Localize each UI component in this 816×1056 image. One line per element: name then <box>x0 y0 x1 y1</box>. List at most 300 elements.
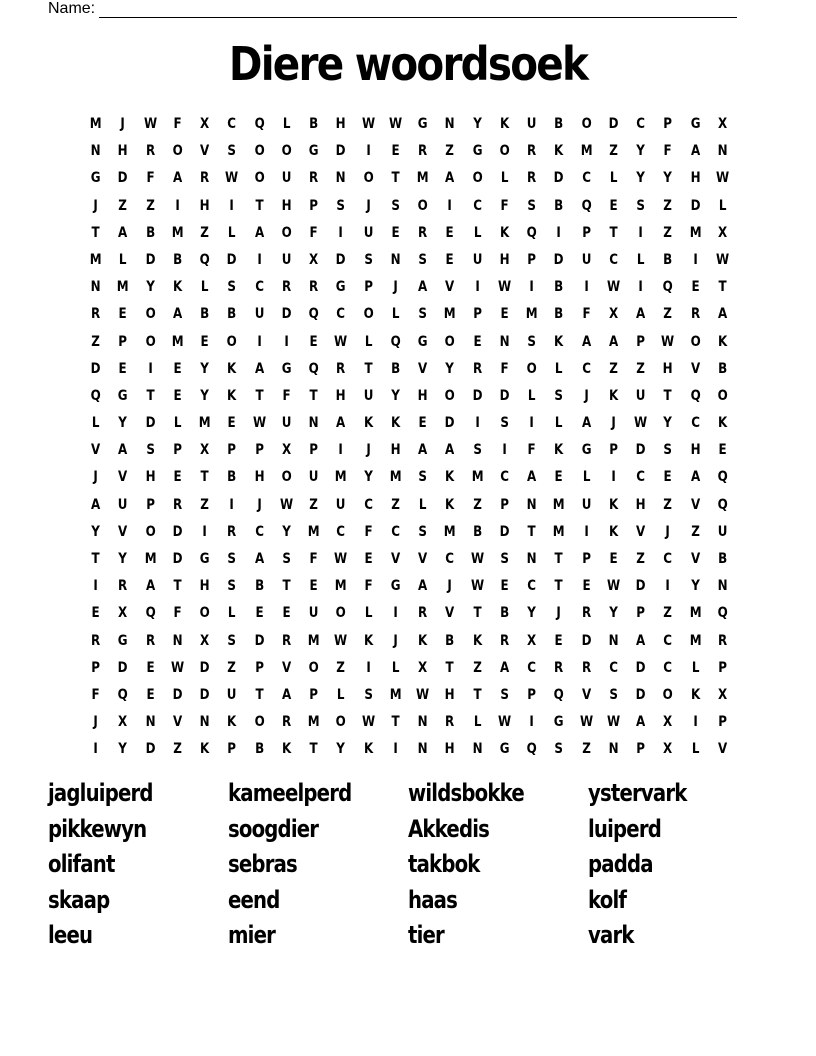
word-list-item: soogdier <box>228 814 319 843</box>
grid-letter: O <box>145 333 156 350</box>
grid-letter: Z <box>472 659 482 676</box>
grid-letter: I <box>393 605 398 622</box>
grid-letter: N <box>499 333 510 350</box>
grid-letter: H <box>444 741 455 758</box>
grid-letter: Y <box>636 170 645 187</box>
grid-letter: B <box>200 306 210 323</box>
grid-letter: E <box>391 143 400 160</box>
grid-letter: E <box>146 659 155 676</box>
grid-letter: T <box>282 578 291 595</box>
grid-letter: F <box>173 605 182 622</box>
grid-letter: P <box>500 496 509 513</box>
grid-letter: D <box>145 415 156 432</box>
grid-letter: T <box>445 659 454 676</box>
grid-letter: W <box>470 551 484 567</box>
grid-letter: D <box>90 360 101 377</box>
grid-letter: O <box>363 306 374 323</box>
word-list-item: skaap <box>48 885 110 914</box>
word-list-item: leeu <box>48 921 93 950</box>
grid-letter: T <box>146 387 155 404</box>
grid-letter: M <box>307 632 320 649</box>
grid-row <box>82 165 736 192</box>
grid-letter: P <box>663 116 673 132</box>
grid-letter: K <box>608 523 618 540</box>
grid-letter: N <box>608 632 619 649</box>
grid-letter: O <box>444 387 455 404</box>
grid-letter: Z <box>391 496 400 513</box>
grid-letter: D <box>635 578 646 595</box>
grid-letter: V <box>390 551 400 567</box>
grid-letter: O <box>444 333 455 350</box>
grid-letter: T <box>718 279 727 296</box>
grid-letter: M <box>171 224 184 241</box>
grid-letter: X <box>200 632 210 649</box>
grid-letter: P <box>363 279 373 296</box>
grid-letter: E <box>554 632 563 649</box>
grid-letter: Q <box>199 251 210 268</box>
grid-letter: O <box>581 116 592 132</box>
grid-letter: Y <box>472 116 482 132</box>
grid-letter: J <box>365 197 371 214</box>
grid-letter: U <box>472 251 482 268</box>
grid-letter: R <box>472 360 482 377</box>
grid-letter: P <box>227 741 237 758</box>
grid-letter: N <box>608 741 619 758</box>
grid-letter: F <box>527 442 536 459</box>
grid-letter: M <box>389 686 402 703</box>
grid-letter: B <box>227 306 237 323</box>
grid-row <box>82 111 736 138</box>
grid-letter: W <box>334 551 348 567</box>
grid-letter: Y <box>118 551 128 567</box>
grid-letter: O <box>145 523 156 540</box>
grid-letter: R <box>418 605 428 622</box>
word-list-item: takbok <box>408 850 480 879</box>
grid-letter: L <box>228 605 236 622</box>
grid-letter: A <box>172 306 182 323</box>
grid-letter: L <box>609 170 618 187</box>
grid-letter: L <box>636 251 645 268</box>
grid-letter: I <box>556 224 562 241</box>
grid-letter: D <box>635 442 646 459</box>
grid-letter: X <box>281 442 291 459</box>
grid-letter: C <box>636 469 645 486</box>
grid-letter: C <box>227 116 237 132</box>
grid-letter: W <box>606 279 620 296</box>
grid-row <box>82 682 736 709</box>
grid-letter: B <box>254 741 264 758</box>
grid-letter: R <box>91 632 101 649</box>
grid-letter: V <box>690 360 700 377</box>
grid-letter: R <box>145 632 155 649</box>
grid-letter: P <box>91 659 100 676</box>
grid-letter: W <box>279 496 293 513</box>
grid-letter: I <box>229 197 235 214</box>
grid-letter: B <box>254 578 264 595</box>
grid-letter: Y <box>527 605 536 622</box>
grid-letter: L <box>691 659 699 676</box>
grid-letter: T <box>364 360 373 377</box>
word-list-item: kolf <box>588 885 627 914</box>
grid-letter: A <box>690 469 700 486</box>
grid-letter: S <box>527 333 536 350</box>
grid-letter: E <box>500 578 509 595</box>
grid-letter: G <box>472 143 483 160</box>
grid-letter: M <box>89 116 102 132</box>
grid-letter: S <box>418 251 427 268</box>
grid-letter: H <box>199 578 210 595</box>
grid-letter: M <box>443 306 456 323</box>
grid-letter: D <box>199 659 210 676</box>
grid-row <box>82 492 736 519</box>
grid-letter: C <box>363 496 373 513</box>
grid-letter: J <box>393 279 398 296</box>
grid-letter: C <box>500 469 509 486</box>
grid-letter: I <box>365 659 371 676</box>
grid-letter: Y <box>609 605 618 622</box>
grid-letter: V <box>118 469 128 486</box>
grid-letter: U <box>281 415 292 432</box>
grid-letter: E <box>418 415 427 432</box>
grid-letter: O <box>172 143 183 160</box>
grid-row <box>82 356 736 383</box>
grid-letter: N <box>90 279 101 296</box>
grid-letter: N <box>145 714 156 731</box>
grid-letter: Z <box>690 523 700 540</box>
grid-letter: P <box>636 741 645 758</box>
grid-letter: C <box>690 415 700 432</box>
grid-letter: D <box>335 143 346 160</box>
grid-letter: W <box>715 170 729 187</box>
grid-letter: T <box>527 523 536 540</box>
grid-letter: P <box>609 442 618 459</box>
grid-letter: R <box>499 632 509 649</box>
grid-letter: M <box>689 632 702 649</box>
grid-letter: M <box>525 306 538 323</box>
grid-letter: E <box>500 306 509 323</box>
grid-letter: L <box>555 360 563 377</box>
grid-letter: I <box>529 279 534 296</box>
grid-letter: T <box>609 224 618 241</box>
grid-letter: L <box>119 251 127 268</box>
grid-letter: W <box>416 686 430 703</box>
grid-letter: G <box>417 116 428 132</box>
grid-letter: L <box>391 659 400 676</box>
grid-letter: S <box>472 442 482 459</box>
grid-letter: K <box>608 496 618 513</box>
grid-letter: X <box>118 605 128 622</box>
grid-letter: I <box>474 279 480 296</box>
grid-letter: D <box>444 415 455 432</box>
grid-letter: B <box>663 251 673 268</box>
grid-letter: I <box>256 333 262 350</box>
word-list-item: sebras <box>228 850 297 879</box>
grid-letter: A <box>527 469 537 486</box>
grid-row <box>82 220 736 247</box>
grid-letter: U <box>118 496 128 513</box>
grid-letter: O <box>308 659 319 676</box>
grid-letter: H <box>690 170 701 187</box>
grid-letter: T <box>173 578 182 595</box>
grid-letter: Z <box>663 197 673 214</box>
grid-letter: T <box>255 387 264 404</box>
grid-letter: S <box>418 306 427 323</box>
grid-letter: D <box>553 170 564 187</box>
grid-letter: W <box>606 578 620 595</box>
grid-letter: C <box>254 523 264 540</box>
grid-letter: R <box>281 279 291 296</box>
grid-letter: H <box>690 442 701 459</box>
grid-letter: P <box>581 551 591 567</box>
word-list-item: eend <box>228 885 280 914</box>
grid-letter: D <box>635 659 646 676</box>
grid-letter: W <box>225 170 239 187</box>
grid-letter: S <box>282 551 291 567</box>
word-list-item: haas <box>408 885 458 914</box>
grid-letter: X <box>608 306 618 323</box>
grid-letter: Y <box>200 360 209 377</box>
grid-letter: I <box>338 224 344 241</box>
page-title: Diere woordsoek <box>228 37 588 91</box>
grid-letter: J <box>665 523 671 540</box>
grid-letter: E <box>364 551 373 567</box>
grid-letter: B <box>499 605 509 622</box>
grid-letter: K <box>445 496 455 513</box>
grid-letter: A <box>581 415 591 432</box>
grid-letter: D <box>226 251 237 268</box>
grid-letter: A <box>690 143 700 160</box>
grid-letter: T <box>309 387 318 404</box>
grid-letter: O <box>281 469 292 486</box>
grid-letter: F <box>500 360 509 377</box>
grid-letter: E <box>609 551 618 567</box>
grid-letter: U <box>281 170 292 187</box>
grid-letter: R <box>527 170 537 187</box>
grid-letter: U <box>254 306 264 323</box>
grid-row <box>82 628 736 655</box>
grid-letter: G <box>390 578 401 595</box>
grid-letter: T <box>200 469 209 486</box>
grid-letter: C <box>581 170 591 187</box>
grid-letter: B <box>717 551 727 567</box>
grid-letter: I <box>529 714 534 731</box>
grid-letter: O <box>254 143 265 160</box>
grid-letter: Q <box>553 686 564 703</box>
grid-letter: N <box>444 116 455 132</box>
grid-letter: M <box>416 170 429 187</box>
grid-letter: S <box>500 415 509 432</box>
grid-letter: J <box>256 496 262 513</box>
grid-letter: D <box>172 551 183 567</box>
grid-letter: M <box>116 279 129 296</box>
grid-letter: M <box>307 714 320 731</box>
grid-letter: N <box>526 496 537 513</box>
name-field <box>48 0 737 18</box>
grid-letter: L <box>282 116 291 132</box>
grid-letter: T <box>554 578 563 595</box>
grid-letter: U <box>717 523 728 540</box>
grid-letter: C <box>663 551 673 567</box>
grid-letter: J <box>93 469 98 486</box>
grid-letter: D <box>608 116 619 132</box>
grid-letter: I <box>202 523 207 540</box>
grid-letter: C <box>609 659 618 676</box>
grid-letter: E <box>309 578 318 595</box>
grid-letter: L <box>228 224 236 241</box>
grid-row <box>82 709 736 736</box>
grid-letter: U <box>336 496 346 513</box>
grid-letter: V <box>118 523 128 540</box>
grid-letter: A <box>281 686 291 703</box>
grid-letter: P <box>581 224 591 241</box>
word-list-item: Akkedis <box>408 814 490 843</box>
grid-letter: R <box>581 605 591 622</box>
grid-letter: G <box>499 741 510 758</box>
grid-letter: O <box>499 143 510 160</box>
grid-letter: T <box>255 197 264 214</box>
grid-letter: Q <box>145 605 156 622</box>
grid-row <box>82 138 736 165</box>
grid-letter: Y <box>336 741 346 758</box>
grid-letter: C <box>527 659 536 676</box>
grid-letter: U <box>635 387 646 404</box>
grid-row <box>82 301 736 328</box>
grid-letter: I <box>284 333 289 350</box>
grid-letter: Q <box>581 197 592 214</box>
grid-letter: Q <box>526 224 537 241</box>
grid-letter: K <box>499 224 509 241</box>
grid-letter: W <box>361 714 375 731</box>
grid-letter: V <box>281 659 291 676</box>
grid-letter: A <box>91 496 101 513</box>
grid-letter: M <box>334 578 347 595</box>
grid-letter: Z <box>663 605 673 622</box>
grid-letter: I <box>365 143 371 160</box>
grid-letter: X <box>717 116 727 132</box>
grid-letter: R <box>172 496 182 513</box>
grid-letter: E <box>582 578 591 595</box>
grid-letter: E <box>118 360 127 377</box>
grid-letter: M <box>689 605 702 622</box>
grid-letter: B <box>172 251 182 268</box>
grid-letter: E <box>118 306 127 323</box>
grid-letter: P <box>718 714 727 731</box>
grid-letter: B <box>554 279 564 296</box>
grid-letter: Z <box>145 197 155 214</box>
letter-grid <box>82 111 736 764</box>
grid-letter: I <box>502 442 507 459</box>
grid-letter: A <box>418 442 428 459</box>
grid-letter: U <box>227 686 237 703</box>
grid-letter: R <box>309 170 319 187</box>
grid-letter: R <box>227 523 237 540</box>
grid-letter: O <box>199 605 210 622</box>
grid-letter: M <box>198 415 211 432</box>
grid-row <box>82 655 736 682</box>
grid-letter: L <box>364 605 372 622</box>
grid-letter: L <box>500 170 509 187</box>
grid-row <box>82 329 736 356</box>
grid-letter: L <box>391 306 400 323</box>
grid-letter: P <box>227 442 237 459</box>
grid-letter: F <box>173 116 182 132</box>
grid-letter: D <box>172 523 183 540</box>
grid-letter: C <box>254 279 264 296</box>
grid-letter: J <box>120 116 126 132</box>
grid-row <box>82 274 736 301</box>
grid-letter: K <box>554 442 564 459</box>
grid-letter: E <box>173 387 182 404</box>
grid-letter: K <box>608 387 618 404</box>
grid-letter: C <box>527 578 536 595</box>
grid-letter: N <box>199 714 210 731</box>
grid-letter: P <box>309 197 318 214</box>
grid-letter: X <box>527 632 537 649</box>
grid-letter: I <box>692 714 698 731</box>
grid-letter: Z <box>200 224 209 241</box>
grid-letter: Q <box>254 116 265 132</box>
grid-letter: A <box>336 415 346 432</box>
grid-letter: Q <box>526 741 537 758</box>
grid-letter: E <box>609 197 618 214</box>
word-list-item: wildsbokke <box>408 779 524 807</box>
grid-row <box>82 437 736 464</box>
grid-letter: M <box>471 469 484 486</box>
grid-letter: Z <box>663 496 673 513</box>
grid-letter: N <box>390 251 401 268</box>
grid-letter: Q <box>90 387 101 404</box>
grid-letter: E <box>445 251 454 268</box>
grid-letter: M <box>89 251 102 268</box>
grid-letter: A <box>145 578 155 595</box>
grid-letter: P <box>636 605 645 622</box>
grid-letter: G <box>199 551 210 567</box>
grid-letter: S <box>227 632 237 649</box>
grid-row <box>82 410 736 437</box>
grid-letter: Y <box>118 741 128 758</box>
grid-letter: I <box>93 741 98 758</box>
grid-letter: A <box>717 306 727 323</box>
grid-letter: V <box>200 143 210 160</box>
grid-letter: T <box>91 224 100 241</box>
grid-letter: R <box>145 143 155 160</box>
grid-letter: H <box>117 143 128 160</box>
grid-letter: O <box>281 224 292 241</box>
grid-letter: L <box>364 333 372 350</box>
grid-letter: A <box>636 306 646 323</box>
grid-letter: V <box>690 551 700 567</box>
grid-letter: Q <box>717 469 728 486</box>
grid-letter: F <box>146 170 155 187</box>
grid-letter: L <box>718 197 727 214</box>
grid-letter: S <box>663 442 673 459</box>
grid-letter: O <box>281 143 292 160</box>
grid-letter: Z <box>336 659 346 676</box>
grid-letter: K <box>445 469 455 486</box>
word-list-item: jagluiperd <box>48 779 153 807</box>
grid-letter: F <box>309 224 318 241</box>
grid-letter: O <box>472 170 483 187</box>
grid-letter: O <box>145 306 156 323</box>
grid-letter: V <box>636 523 646 540</box>
grid-letter: C <box>336 306 346 323</box>
grid-letter: A <box>118 442 128 459</box>
grid-letter: Q <box>717 605 728 622</box>
grid-letter: B <box>309 116 319 132</box>
grid-letter: N <box>717 578 728 595</box>
grid-letter: B <box>554 116 564 132</box>
grid-letter: S <box>363 686 373 703</box>
